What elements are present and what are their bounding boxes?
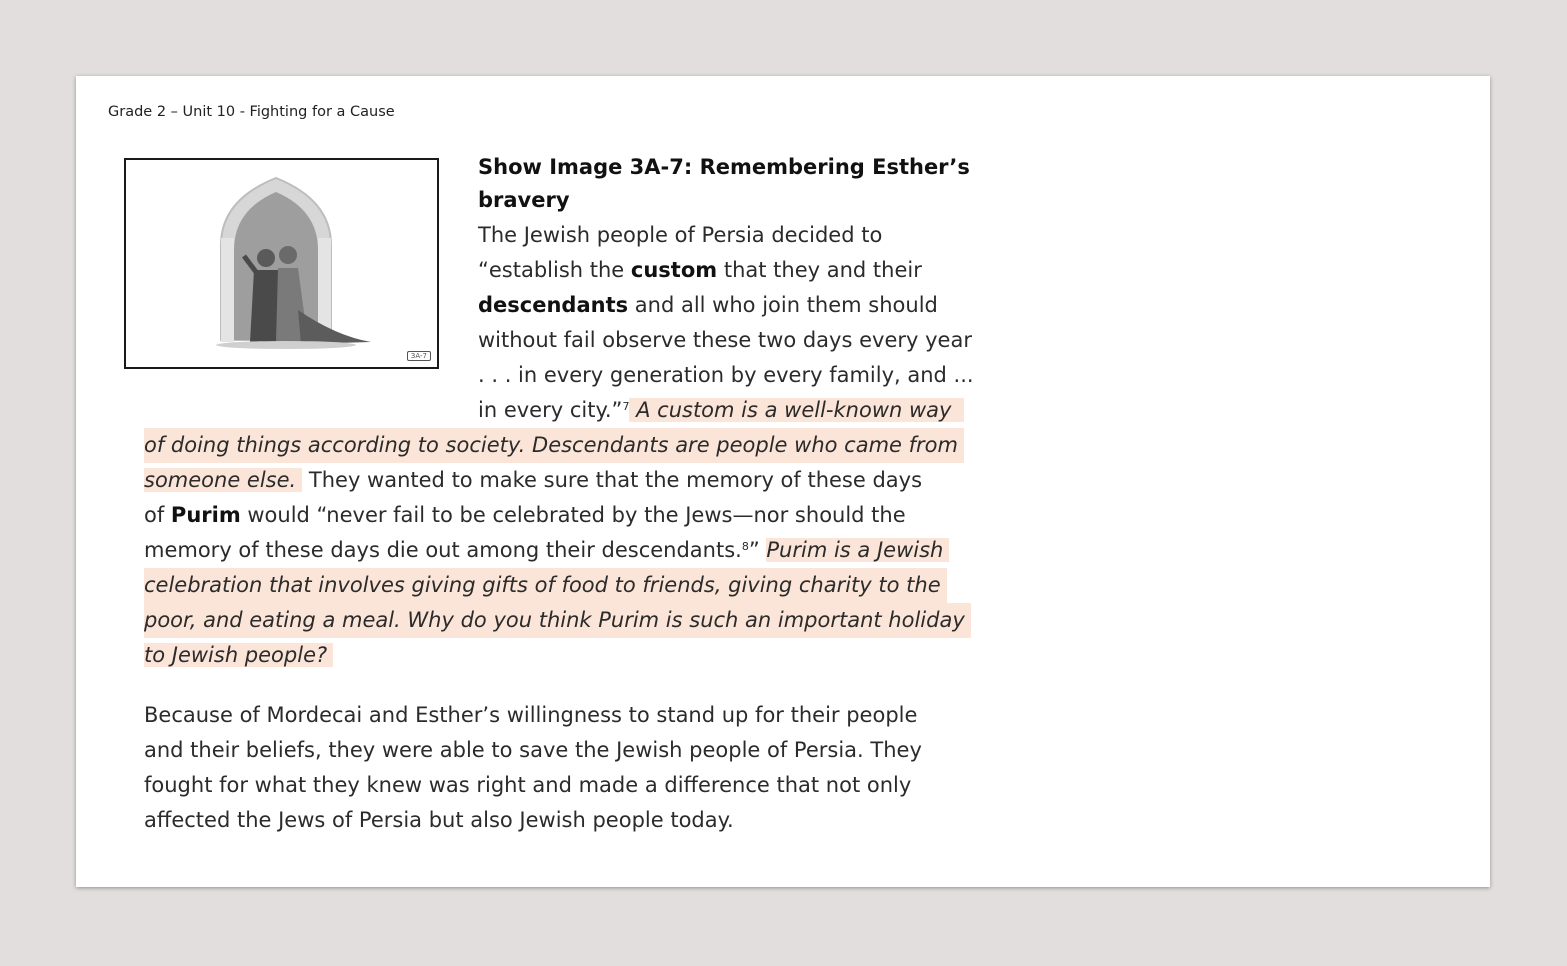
teacher-note-highlight: poor, and eating a meal. Why do you think Purim is such an important holiday: [144, 603, 971, 638]
text-line: . . . in every generation by every family, and ...: [478, 363, 974, 387]
text-line: [144, 603, 971, 638]
page-header: Grade 2 – Unit 10 - Fighting for a Cause: [108, 104, 395, 120]
text-line: in every city.”$^7$ A custom is a well-known way: [478, 393, 964, 428]
text-line: Because of Mordecai and Esther’s willingness to stand up for their people: [144, 703, 918, 727]
text-line: “establish the custom that they and their: [478, 258, 922, 282]
teacher-note-highlight: Purim is a Jewish: [766, 538, 949, 562]
term-purim: Purim: [170, 503, 241, 527]
term-descendants: descendants: [478, 293, 629, 317]
text-line: without fail observe these two days every year: [478, 328, 972, 352]
image-thumbnail: [124, 158, 439, 369]
teacher-note-highlight: to Jewish people?: [144, 643, 333, 667]
teacher-note-highlight: A custom is a well-known way: [629, 398, 964, 422]
text-line: The Jewish people of Persia decided to: [478, 223, 883, 247]
text-line: someone else. They wanted to make sure that the memory of these days: [144, 468, 923, 492]
image-heading-line1: Show Image 3A-7: Remembering Esther’s: [478, 155, 970, 179]
teacher-note-highlight: celebration that involves giving gifts of food to friends, giving charity to the: [144, 568, 947, 603]
text-line: affected the Jews of Persia but also Jewish people today.: [144, 808, 734, 832]
text-line: [144, 638, 333, 673]
esther-mordecai-illustration-icon: [126, 160, 437, 367]
image-tag: 3A-7: [407, 351, 431, 361]
text-line: [144, 568, 947, 603]
text-line: memory of these days die out among their descendants.$^8$” Purim is a Jewish: [144, 533, 949, 568]
term-custom: custom: [630, 258, 718, 282]
text-line: descendants and all who join them should: [478, 293, 938, 317]
teacher-note-highlight: of doing things according to society. Descendants are people who came from: [144, 428, 964, 463]
text-line: and their beliefs, they were able to save the Jewish people of Persia. They: [144, 738, 922, 762]
teacher-note-highlight: someone else.: [144, 468, 302, 492]
document-page: [76, 76, 1490, 887]
text-line: fought for what they knew was right and made a difference that not only: [144, 773, 912, 797]
text-line: [144, 428, 964, 463]
image-heading-line2: bravery: [478, 188, 570, 212]
text-line: of Purim would “never fail to be celebrated by the Jews—nor should the: [144, 503, 906, 527]
